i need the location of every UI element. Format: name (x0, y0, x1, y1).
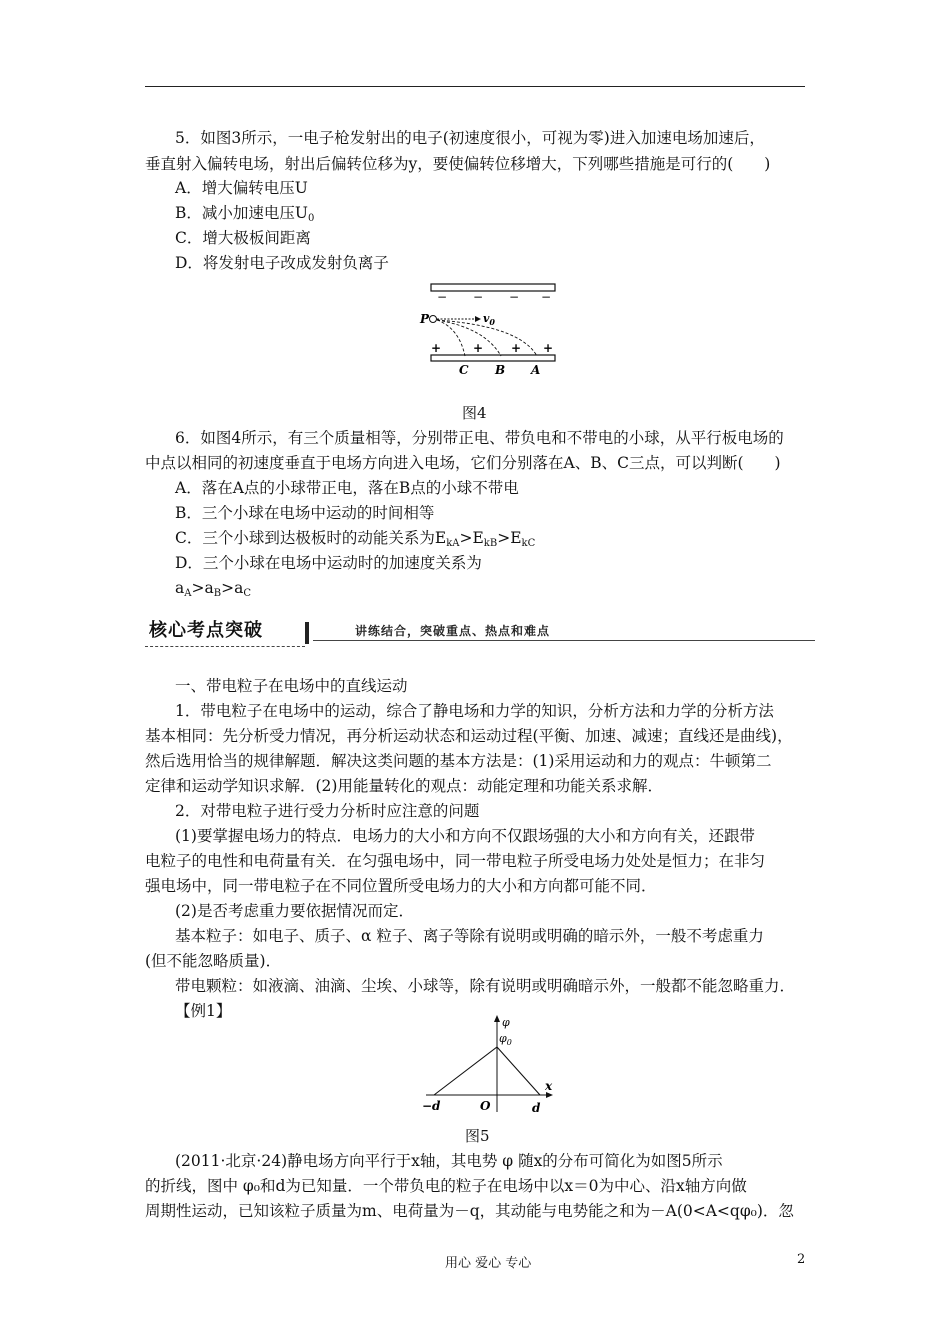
q5-line1: 5．如图3所示，一电子枪发射出的电子(初速度很小，可视为零)进入加速电场加速后， (175, 129, 765, 147)
para1-line1: 1．带电粒子在电场中的运动，综合了静电场和力学的知识，分析方法和力学的分析方法 (175, 702, 774, 720)
label-x: x (545, 1079, 553, 1093)
phi-axis-arrow (494, 1015, 500, 1022)
para5-line1: 基本粒子：如电子、质子、α 粒子、离子等除有说明或明确的暗示外，一般不考虑重力 (175, 927, 764, 945)
section-heading: 一、带电粒子在电场中的直线运动 (175, 677, 408, 695)
label-b: B (495, 363, 506, 377)
example-label: 【例1】 (175, 1002, 232, 1020)
para2: 2．对带电粒子进行受力分析时应注意的问题 (175, 802, 480, 820)
figure-5-graph (420, 1012, 570, 1122)
q6-line2: 中点以相同的初速度垂直于电场方向进入电场，它们分别落在A、B、C三点，可以判断( ) (145, 454, 781, 472)
label-c: C (459, 363, 469, 377)
bottom-plus-1: + (431, 341, 442, 355)
bottom-plus-2: + (473, 341, 484, 355)
q5-line2: 垂直射入偏转电场，射出后偏转位移为y，要使偏转位移增大，下列哪些措施是可行的( ) (145, 155, 771, 173)
ball-start (430, 316, 437, 323)
para1-line4: 定律和运动学知识求解．(2)用能量转化的观点：动能定理和功能关系求解． (145, 777, 663, 795)
para1-line3: 然后选用恰当的规律解题．解决这类问题的基本方法是：(1)采用运动和力的观点：牛顿第二 (145, 752, 772, 770)
q5-option-d: D．将发射电子改成发射负离子 (175, 254, 389, 272)
para6: 带电颗粒：如液滴、油滴、尘埃、小球等，除有说明或明确暗示外，一般都不能忽略重力． (175, 977, 796, 995)
potential-line (434, 1047, 540, 1095)
q5-option-b: B．减小加速电压$U_0$ (175, 204, 315, 224)
bottom-plus-3: + (511, 341, 522, 355)
top-minus-1: − (437, 290, 448, 304)
para3-line1: (1)要掌握电场力的特点．电场力的大小和方向不仅跟场强的大小和方向有关，还跟带 (175, 827, 755, 845)
q6-option-d-formula: $a_A>a_B>a_C$ (175, 579, 251, 599)
q5-option-c: C．增大极板间距离 (175, 229, 311, 247)
label-origin: O (480, 1099, 491, 1113)
top-minus-3: − (509, 290, 520, 304)
top-minus-4: − (541, 290, 552, 304)
label-v0: $v_0$ (483, 312, 495, 327)
banner-underline (313, 640, 815, 641)
label-neg-d: −d (422, 1099, 441, 1113)
banner-divider (305, 622, 309, 644)
example1-line3: 周期性运动，已知该粒子质量为m、电荷量为－q，其动能与电势能之和为－A(0<A<qφ₀)．忽 (145, 1202, 794, 1220)
para3-line2: 电粒子的电性和电荷量有关．在匀强电场中，同一带电粒子所受电场力处处是恒力；在非匀 (145, 852, 766, 870)
para1-line2: 基本相同：先分析受力情况，再分析运动状态和运动过程(平衡、加速、减速；直线还是曲线)， (145, 727, 793, 745)
banner-title: 核心考点突破 (149, 620, 263, 641)
label-d: d (532, 1101, 541, 1115)
arrow-head (475, 316, 481, 322)
q6-option-d: D．三个小球在电场中运动时的加速度关系为 (175, 554, 482, 572)
banner-dashed-line (145, 646, 305, 647)
label-phi: φ (502, 1016, 510, 1029)
q6-line1: 6．如图4所示，有三个质量相等，分别带正电、带负电和不带电的小球，从平行板电场的 (175, 429, 784, 447)
q6-option-c: C．三个小球到达极板时的动能关系为$E_{kA}>E_{kB}>E_{kC}$ (175, 529, 536, 549)
para4: (2)是否考虑重力要依据情况而定． (175, 902, 414, 920)
example1-line2: 的折线，图中 φ₀和d为已知量．一个带负电的粒子在电场中以x＝0为中心、沿x轴方向做 (145, 1177, 747, 1195)
label-p: P (420, 312, 430, 326)
footer-text: 用心 爱心 专心 (445, 1256, 532, 1271)
top-minus-2: − (473, 290, 484, 304)
example1-line1: (2011·北京·24)静电场方向平行于x轴，其电势 φ 随x的分布可简化为如图5所示 (175, 1152, 723, 1170)
figure-4-diagram (415, 278, 565, 378)
bottom-plate (431, 355, 555, 361)
q6-option-b: B．三个小球在电场中运动的时间相等 (175, 504, 435, 522)
page-number: 2 (797, 1252, 806, 1267)
label-a: A (531, 363, 541, 377)
bottom-plus-4: + (543, 341, 554, 355)
banner-subtitle: 讲练结合，突破重点、热点和难点 (355, 624, 551, 638)
top-rule (145, 86, 805, 87)
figure-4-caption: 图4 (462, 404, 487, 422)
section-banner (145, 618, 815, 648)
para3-line3: 强电场中，同一带电粒子在不同位置所受电场力的大小和方向都可能不同． (145, 877, 657, 895)
figure-5-caption: 图5 (465, 1127, 490, 1145)
trajectory-c (437, 320, 465, 356)
label-phi0: $\varphi_0$ (499, 1032, 512, 1047)
q6-option-a: A．落在A点的小球带正电，落在B点的小球不带电 (175, 479, 519, 497)
top-plate (431, 284, 555, 291)
para5-line2: (但不能忽略质量)． (145, 952, 282, 970)
q5-option-a: A．增大偏转电压U (175, 179, 308, 197)
trajectory-a (437, 320, 537, 356)
